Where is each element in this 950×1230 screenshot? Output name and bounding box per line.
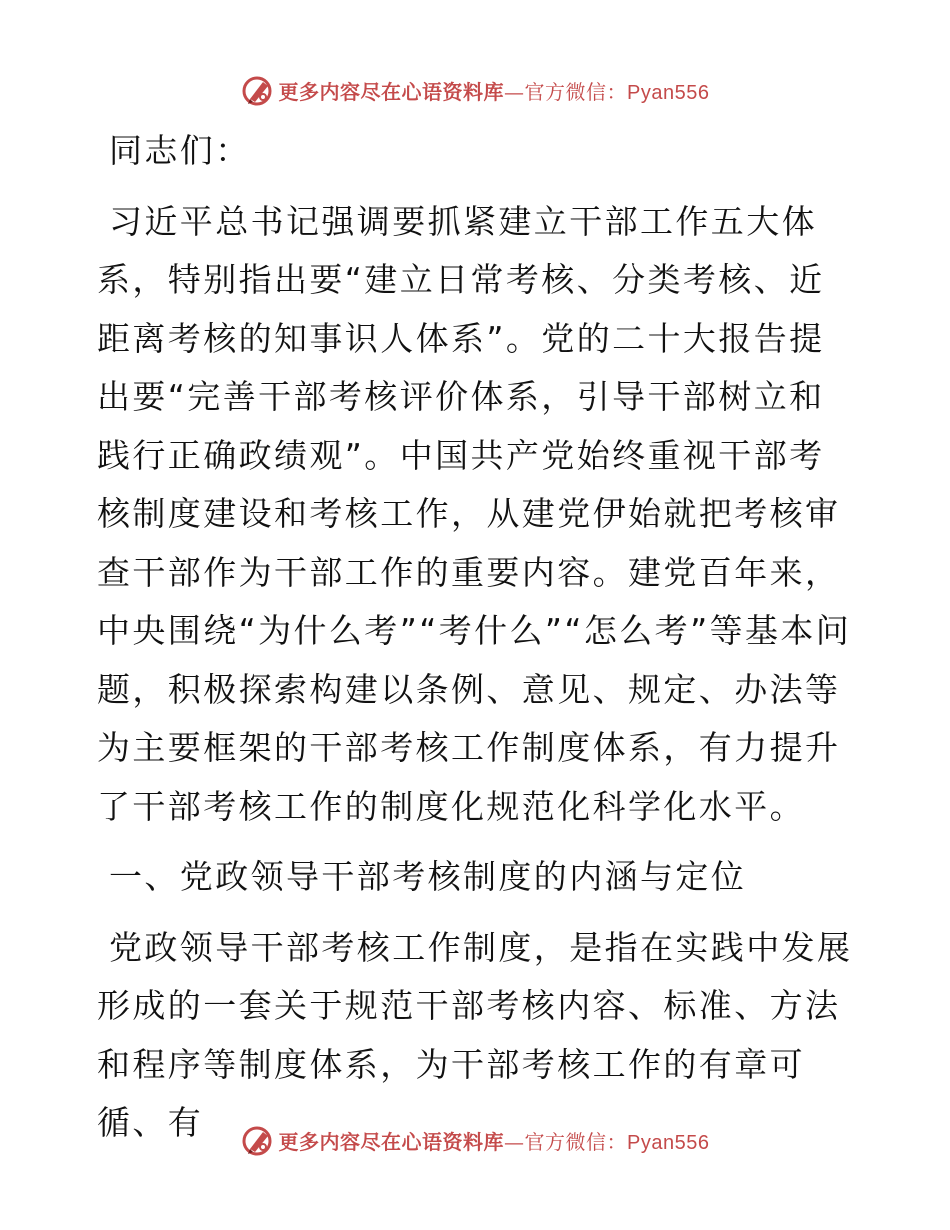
watermark-site: 更多内容尽在心语资料库 bbox=[278, 1129, 505, 1154]
document-body bbox=[97, 122, 857, 1153]
watermark-contact: 官方微信：Pyan556 bbox=[524, 81, 710, 104]
watermark-dash: — bbox=[504, 79, 525, 104]
salutation: 同志们： bbox=[109, 131, 251, 170]
section-heading: 一、党政领导干部考核制度的内涵与定位 bbox=[109, 857, 747, 896]
watermark-text bbox=[279, 76, 710, 105]
pen-logo-icon bbox=[241, 73, 275, 107]
header-watermark bbox=[0, 70, 950, 110]
watermark-text bbox=[279, 1126, 710, 1155]
body-paragraph: 习近平总书记强调要抓紧建立干部工作五大体系，特别指出要“建立日常考核、分类考核、近距离考核的知事识人体系”。党的二十大报告提出要“完善干部考核评价体系，引导干部树立和践行正确政绩观”。中国共产党始终重视干部考核制度建设和考核工作，从建党伊始就把考核审查干部作为干部工作的重要内容。建党百年来，中央围绕“为什么考”“考什么”“怎么考”等基本问题，积极探索构建以条例、意见、规定、办法等为主要框架的干部考核工作制度体系，有力提升了干部考核工作的制度化规范化科学化水平。 bbox=[97, 201, 852, 826]
watermark-site: 更多内容尽在心语资料库 bbox=[278, 79, 505, 104]
section-paragraph: 党政领导干部考核工作制度，是指在实践中发展形成的一套关于规范干部考核内容、标准、方法和程序等制度体系，为干部考核工作的有章可循、有 bbox=[97, 927, 853, 1142]
watermark-dash: — bbox=[504, 1129, 525, 1154]
pen-logo-icon bbox=[241, 1123, 275, 1157]
watermark-contact: 官方微信：Pyan556 bbox=[524, 1131, 710, 1154]
footer-watermark bbox=[0, 1120, 950, 1160]
